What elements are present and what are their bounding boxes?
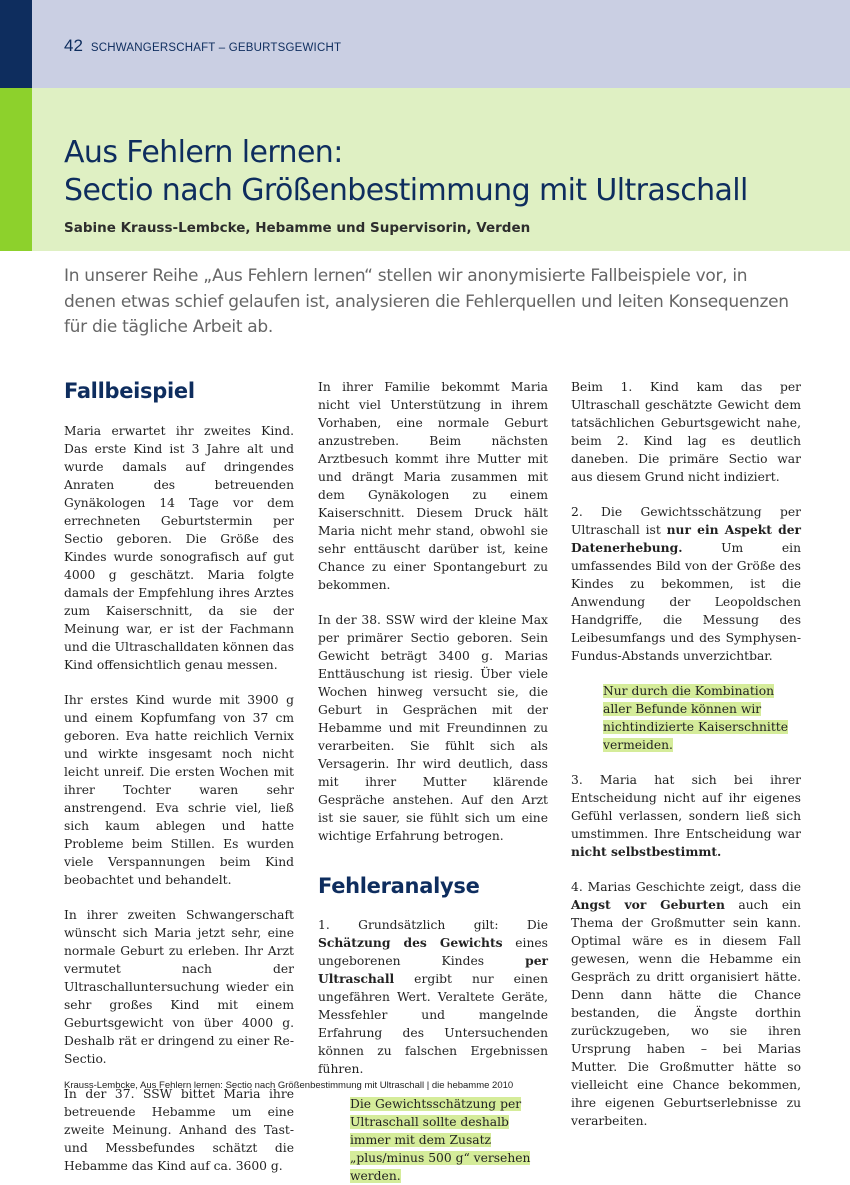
article-title xyxy=(64,134,748,210)
bold-term: Angst vor Geburten xyxy=(571,897,725,912)
section-title: SCHWANGERSCHAFT – GEBURTSGEWICHT xyxy=(90,42,342,54)
paragraph: Maria erwartet ihr zweites Kind. Das erste Kind ist 3 Jahre alt und wurde damals auf dringendes Anraten des betreuenden Gynäkologen 14 Tage vor dem errechneten Geburtstermin per Sectio geboren. Die Größe des Kindes wurde sonografisch auf gut 4000 g geschätzt. Maria folgte damals der Empfehlung ihres Arztes zum Kaiserschnitt, da sie der Meinung war, er ist der Fachmann und die Ultraschalldaten können das Kind offensichtlich genau messen. xyxy=(64,424,294,672)
paragraph: Ihr erstes Kind wurde mit 3900 g und einem Kopfumfang von 37 cm geboren. Eva hatte reichlich Vernix und wirkte insgesamt noch nicht leicht unreif. Die ersten Wochen mit ihrer Tochter waren sehr anstrengend. Eva schrie viel, ließ sich kaum ablegen und hatte Probleme beim Stillen. Es wurden viele Verspannungen beim Kind beobachtet und behandelt. xyxy=(64,693,294,887)
page-footer: Krauss-Lembcke, Aus Fehlern lernen: Sectio nach Größenbestimmung mit Ultraschall | die hebamme 2010 xyxy=(64,1080,514,1091)
column-2 xyxy=(318,378,548,1185)
author-line: Sabine Krauss-Lembcke, Hebamme und Supervisorin, Verden xyxy=(64,220,531,236)
bold-term: nicht selbstbestimmt. xyxy=(571,844,722,859)
title-line-2: Sectio nach Größenbestimmung mit Ultraschall xyxy=(64,173,748,208)
running-head xyxy=(64,36,341,56)
paragraph: In der 37. SSW bittet Maria ihre betreuende Hebamme um eine zweite Meinung. Anhand des Tast- und Messbefundes schätzt die Hebamme das Kind auf ca. 3600 g. xyxy=(64,1087,294,1173)
title-line-1: Aus Fehlern lernen: xyxy=(64,135,343,170)
heading-fallbeispiel: Fallbeispiel xyxy=(64,379,195,403)
lead-paragraph: In unserer Reihe „Aus Fehlern lernen“ stellen wir anonymisierte Fallbeispiele vor, in denen etwas schief gelaufen ist, analysieren die Fehlerquellen und leiten Konsequenzen für die tägliche Arbeit ab. xyxy=(64,266,789,337)
bold-term: per Ultraschall xyxy=(318,953,548,986)
bold-term: nur ein Aspekt der Datenerhebung. xyxy=(571,522,801,555)
paragraph: Beim 1. Kind kam das per Ultraschall geschätzte Gewicht dem tatsächlichen Geburtsgewicht nahe, beim 2. Kind lag es deutlich daneben. Die primäre Sectio war aus diesem Grund nicht indiziert. xyxy=(571,380,801,484)
analysis-point-1: 1. Grundsätzlich gilt: Die Schätzung des Gewichts eines ungeborenen Kindes per Ultraschall ergibt nur einen ungefähren Wert. Veraltete Geräte, Messfehler und mangelnde Erfahrung des Untersuchenden können zu falschen Ergebnissen führen. xyxy=(318,918,548,1076)
column-3 xyxy=(571,378,801,1130)
highlighted-callout: Nur durch die Kombination aller Befunde können wir nichtindizierte Kaiserschnitte vermeiden. xyxy=(603,684,788,752)
heading-fehleranalyse: Fehleranalyse xyxy=(318,874,480,898)
column-1 xyxy=(64,378,294,1175)
analysis-point-2: 2. Die Gewichtsschätzung per Ultraschall ist nur ein Aspekt der Datenerhebung. Um ein umfassendes Bild von der Größe des Kindes zu bekommen, ist die Anwendung der Leopoldschen Handgriffe, die Messung des Leibesumfangs und des Symphysen-Fundus-Abstands unverzichtbar. xyxy=(571,505,801,663)
paragraph: In ihrer Familie bekommt Maria nicht viel Unterstützung in ihrem Vorhaben, eine normale Geburt anzustreben. Beim nächsten Arztbesuch kommt ihre Mutter mit und drängt Maria zusammen mit dem Gynäkologen zu einem Kaiserschnitt. Diesem Druck hält Maria nicht mehr stand, obwohl sie sehr enttäuscht darüber ist, keine Chance zu einer Spontangeburt zu bekommen. xyxy=(318,380,548,592)
paragraph: In der 38. SSW wird der kleine Max per primärer Sectio geboren. Sein Gewicht beträgt 3400 g. Marias Enttäuschung ist riesig. Über viele Wochen hinweg versucht sie, die Geburt in Gesprächen mit der Hebamme und mit Freundinnen zu verarbeiten. Sie fühlt sich als Versagerin. Ihr wird deutlich, dass mit ihrer Mutter klärende Gespräche anstehen. Auf den Arzt ist sie sauer, sie fühlt sich um eine wichtige Erfahrung betrogen. xyxy=(318,613,548,843)
paragraph: In ihrer zweiten Schwangerschaft wünscht sich Maria jetzt sehr, eine normale Geburt zu erleben. Ihr Arzt vermutet nach der Ultraschalluntersuchung wieder ein sehr großes Kind mit einem Geburtsgewicht von über 4000 g. Deshalb rät er dringend zu einer Re-Sectio. xyxy=(64,908,294,1066)
page-number: 42 xyxy=(64,36,83,55)
highlighted-callout: Die Gewichtsschätzung per Ultraschall sollte deshalb immer mit dem Zusatz „plus/minus 500 g“ versehen werden. xyxy=(350,1097,531,1183)
analysis-point-3: 3. Maria hat sich bei ihrer Entscheidung nicht auf ihr eigenes Gefühl verlassen, sondern ließ sich umstimmen. Ihre Entscheidung war nicht selbstbestimmt. xyxy=(571,773,801,859)
analysis-point-4: 4. Marias Geschichte zeigt, dass die Angst vor Geburten auch ein Thema der Großmutter sein kann. Optimal wäre es in diesem Fall gewesen, wenn die Hebamme ein Gespräch zu dritt organisiert hätte. Denn dann hätte die Chance bestanden, die Ängste dorthin zurückzugeben, wo sie ihren Ursprung haben – bei Marias Mutter. Die Großmutter hätte so vielleicht eine Chance bekommen, ihre eigenen Geburtserlebnisse zu verarbeiten. xyxy=(571,880,801,1128)
header-accent-bar xyxy=(0,0,32,88)
title-accent-bar xyxy=(0,88,32,251)
bold-term: Schätzung des Gewichts xyxy=(318,935,503,950)
